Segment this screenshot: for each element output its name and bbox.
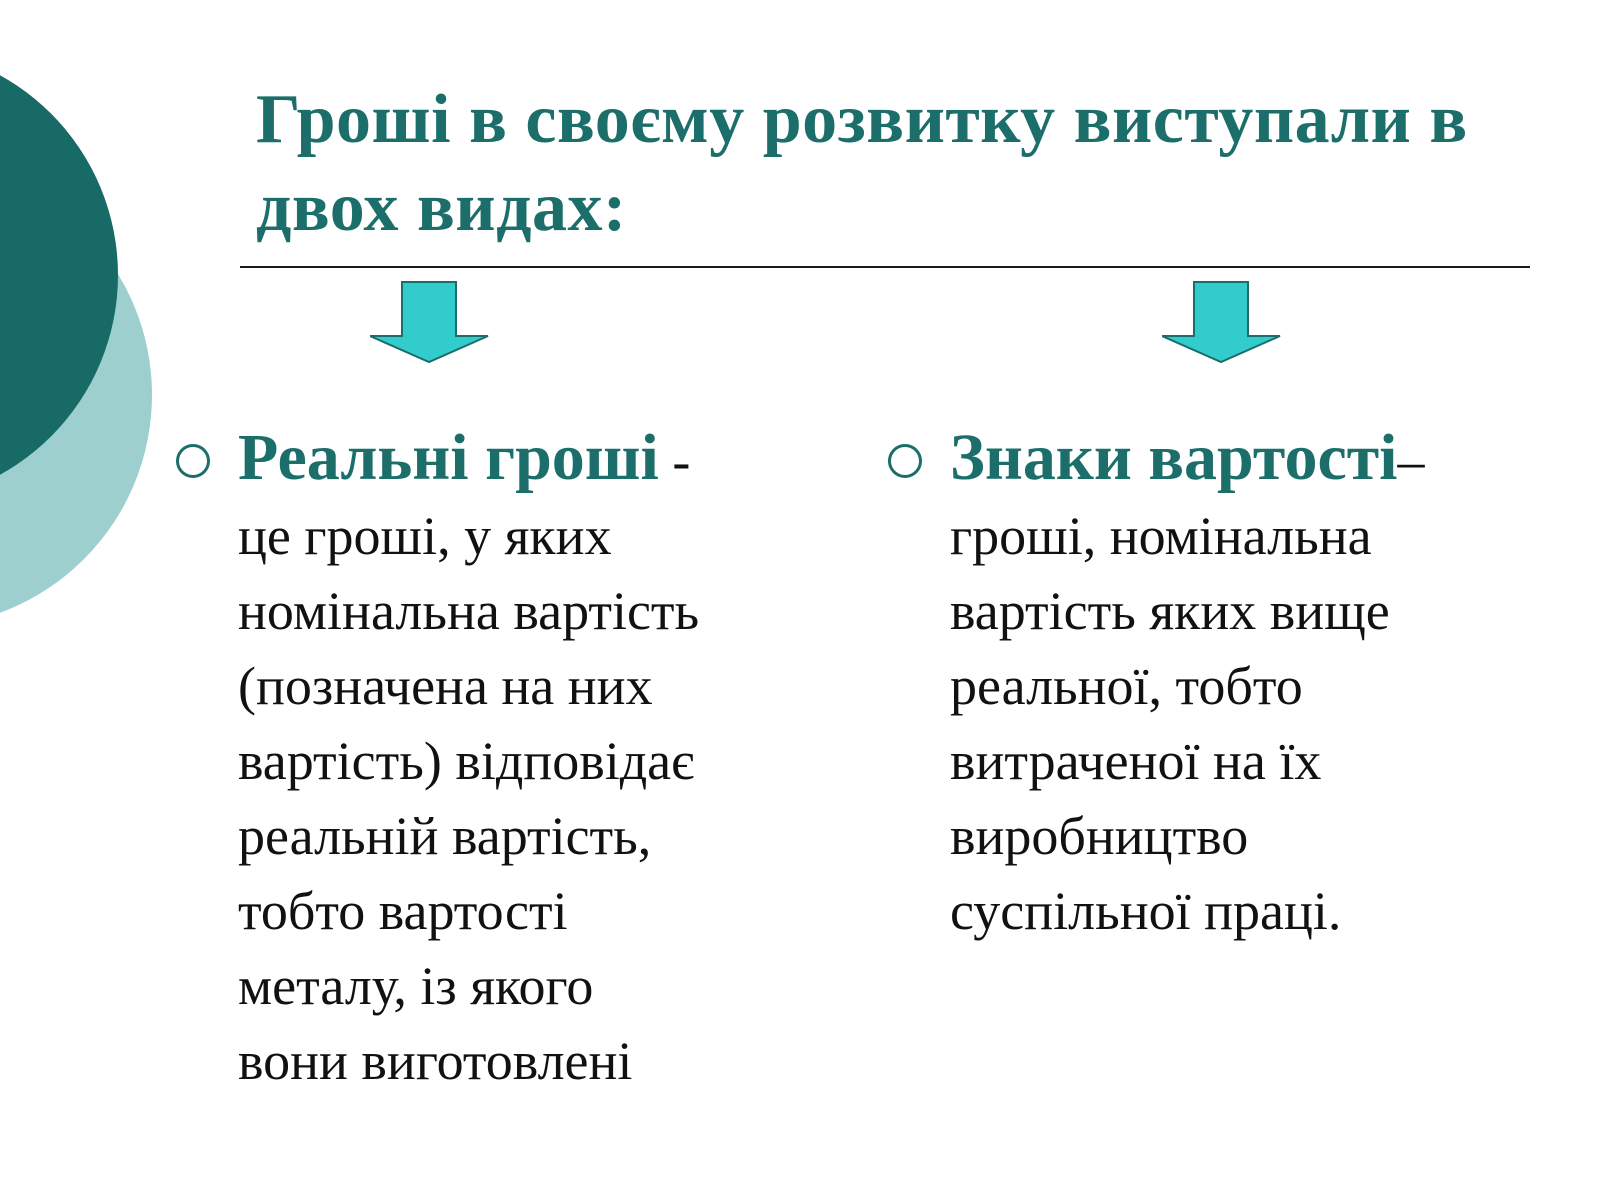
decorative-circles (0, 0, 200, 660)
value-tokens-text (950, 420, 1548, 949)
circle-bullet-icon (176, 444, 210, 478)
real-money-definition: це гроші, у яких номінальна вартість (позначена на них вартість) відповідає реальній вартість, тобто вартості металу, із якого вони виготовлені (238, 506, 700, 1091)
slide-title: Гроші в своєму розвитку виступали в двох видах: (256, 81, 1468, 246)
real-money-separator: - (658, 431, 691, 491)
value-tokens-definition: гроші, номінальна вартість яких вище реальної, тобто витраченої на їх виробництво суспільної праці. (950, 506, 1390, 941)
real-money-text (238, 420, 796, 1099)
real-money-term: Реальні гроші (238, 421, 659, 494)
value-tokens-separator: – (1397, 431, 1425, 491)
circle-bullet-icon (888, 444, 922, 478)
down-arrow-icon (1162, 280, 1282, 364)
value-tokens-term: Знаки вартості (950, 421, 1398, 494)
value-tokens-item (888, 420, 1548, 949)
divider-line (240, 266, 1530, 268)
real-money-item (176, 420, 796, 1099)
down-arrow-icon (370, 280, 490, 364)
